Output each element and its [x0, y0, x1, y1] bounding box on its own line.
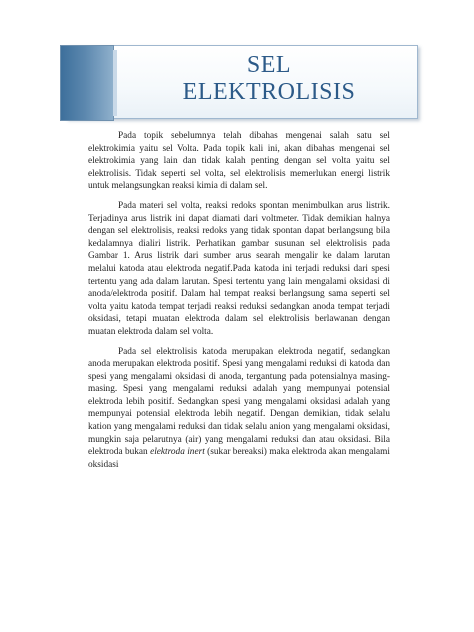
paragraph-3-text-before: Pada sel elektrolisis katoda merupakan elektroda negatif, sedangkan anoda merupakan elektroda positif. Spesi yang mengalami reduksi di katoda dan spesi yang mengalami oksidasi di anoda, tergantung pada potensialnya masing-masing. Spesi yang mengalami reduksi adalah yang mempunyai potensial elektroda lebih positif. Sedangkan spesi yang mengalami oksidasi adalah yang mempunyai potensial elektroda lebih negatif. Dengan demikian, tidak selalu kation yang mengalami reduksi dan tidak selalu anion yang mengalami oksidasi, mungkin saja pelarutnya (air) yang mengalami reduksi dan atau oksidasi. Bila elektroda bukan: [88, 346, 390, 458]
title-line-2: ELEKTROLISIS: [182, 79, 356, 105]
paragraph-3-text-after: (sukar bereaksi) maka elektroda akan mengalami oksidasi: [88, 447, 390, 470]
paragraph-3: [88, 346, 390, 472]
paragraph-2: Pada materi sel volta, reaksi redoks spontan menimbulkan arus listrik. Terjadinya arus listrik ini dapat diamati dari voltmeter. Tidak demikian halnya dengan sel elektrolisis, reaksi redoks yang tidak spontan dapat berlangsung bila kedalamnya dialiri listrik. Perhatikan gambar susunan sel elektrolisis pada Gambar 1. Arus listrik dari sumber arus searah mengalir ke dalam larutan melalui katoda atau elektroda negatif.Pada katoda ini terjadi reduksi dari spesi tertentu yang ada dalam larutan. Spesi tertentu yang lain mengalami oksidasi di anoda/elektroda positif. Dalam hal tempat reaksi berlangsung sama seperti sel volta yaitu katoda tempat terjadi reaksi reduksi sedangkan anoda tempat terjadi oksidasi, tetapi muatan elektroda dalam sel elektrolisis berlawanan dengan muatan elektroda dalam sel volta.: [88, 200, 390, 337]
banner-accent-strip: [60, 45, 114, 121]
title-banner: [60, 45, 418, 120]
page-title: [120, 52, 418, 106]
document-body: [88, 130, 390, 478]
title-line-1: SEL: [246, 52, 292, 78]
paragraph-3-italic-term: elektroda inert: [150, 447, 205, 458]
paragraph-1: Pada topik sebelumnya telah dibahas mengenai salah satu sel elektrokimia yaitu sel Volta. Pada topik kali ini, akan dibahas mengenai sel elektrokimia yang lain dan tidak kalah penting dengan sel volta yaitu sel elektrolisis. Tidak seperti sel volta, sel elektrolisis memerlukan energi listrik untuk melangsungkan reaksi kimia di dalam sel.: [88, 131, 390, 192]
